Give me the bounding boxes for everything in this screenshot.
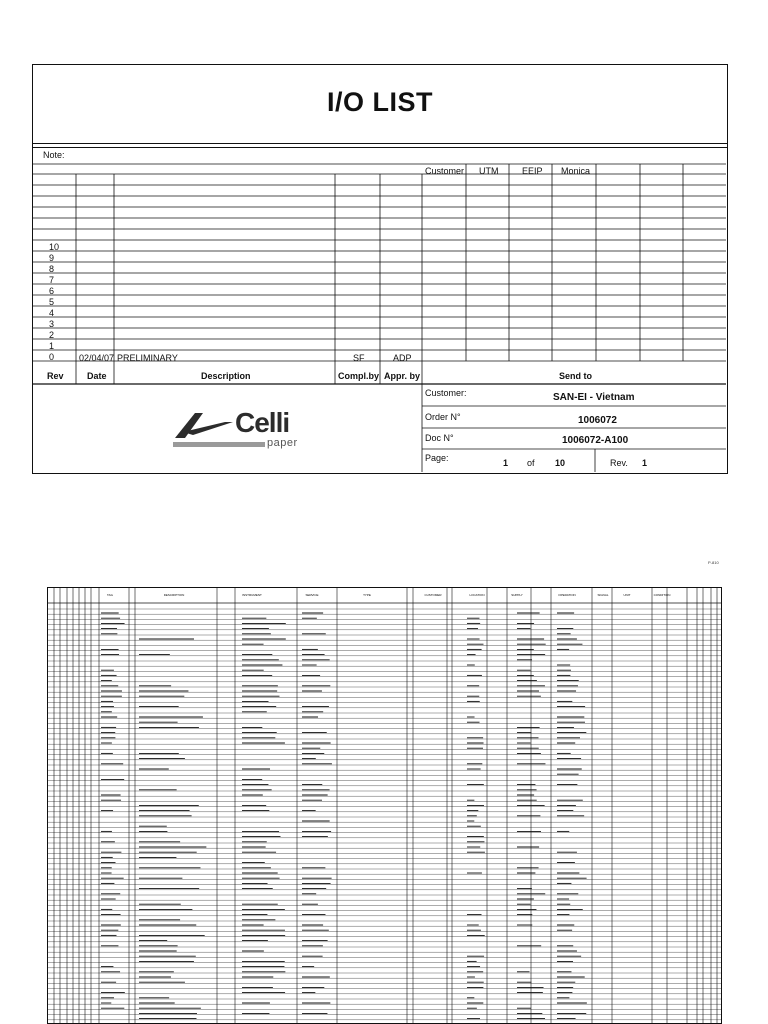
header-rev: Rev (47, 371, 64, 381)
dist-header-utm: UTM (479, 166, 499, 176)
sheet-column-header: SIGNAL (597, 593, 609, 597)
sheet-column-header: DESCRIPTION (163, 593, 185, 597)
note-label: Note: (43, 150, 65, 160)
page-label: Page: (425, 453, 449, 463)
doc-value: 1006072-A100 (562, 435, 629, 446)
dist-header-eeip: EEIP (522, 166, 543, 176)
rev-number: 9 (49, 253, 55, 263)
header-description: Description (201, 371, 251, 381)
sheet-column-header: SUPPLY (511, 593, 523, 597)
customer-value: SAN-EI - Vietnam (553, 392, 635, 403)
order-label: Order N° (425, 412, 461, 422)
customer-label: Customer: (425, 388, 467, 398)
dist-header-customer: Customer (425, 166, 465, 176)
io-list-spreadsheet (47, 587, 722, 1024)
celli-paper-logo (173, 407, 298, 453)
sheet-column-header: CONDITION (653, 593, 671, 597)
rev-label: Rev. (610, 458, 628, 468)
rev-number: 2 (49, 330, 55, 340)
rev0-date: 02/04/07 (79, 353, 115, 363)
rev-number: 5 (49, 297, 55, 307)
sheet-column-header: INSTRUMENT (242, 593, 262, 597)
header-send-to: Send to (559, 371, 592, 381)
second-page-code: P-810 (708, 560, 719, 565)
rev-number: 4 (49, 308, 55, 318)
sheet-column-header: TAG (107, 593, 113, 597)
rev-value: 1 (642, 458, 648, 468)
sheet-column-header: OPERATION (558, 593, 576, 597)
rev0-description: PRELIMINARY (117, 353, 178, 363)
rev-number: 1 (49, 341, 55, 351)
rev-number: 0 (49, 352, 55, 362)
sheet-column-header: SERVICE (305, 593, 319, 597)
header-appr-by: Appr. by (384, 371, 421, 381)
rev0-appr-by: ADP (393, 353, 412, 363)
rev-number: 8 (49, 264, 55, 274)
logo-sub: paper (267, 437, 298, 449)
sheet-column-header: TYPE (363, 593, 371, 597)
sheet-column-header: CUSTOMER (424, 593, 442, 597)
title-box (33, 65, 727, 144)
rev-number: 7 (49, 275, 55, 285)
page-value: 1 (503, 458, 509, 468)
rev-number: 3 (49, 319, 55, 329)
cover-sheet (32, 64, 728, 474)
logo-brand: Celli (235, 407, 290, 438)
rev-number: 6 (49, 286, 55, 296)
sheet-column-header: UNIT (623, 593, 631, 597)
rev-number: 10 (49, 242, 60, 252)
rev0-compl-by: SF (353, 353, 365, 363)
header-compl-by: Compl.by (338, 371, 380, 381)
sheet-column-header: LOCATION (469, 593, 485, 597)
order-value: 1006072 (578, 415, 617, 426)
header-date: Date (87, 371, 107, 381)
of-label: of (527, 458, 535, 468)
dist-header-monica: Monica (561, 166, 591, 176)
doc-label: Doc N° (425, 433, 454, 443)
page-total: 10 (555, 458, 566, 468)
spreadsheet-grid (47, 587, 722, 1024)
document-title: I/O LIST (326, 87, 433, 117)
